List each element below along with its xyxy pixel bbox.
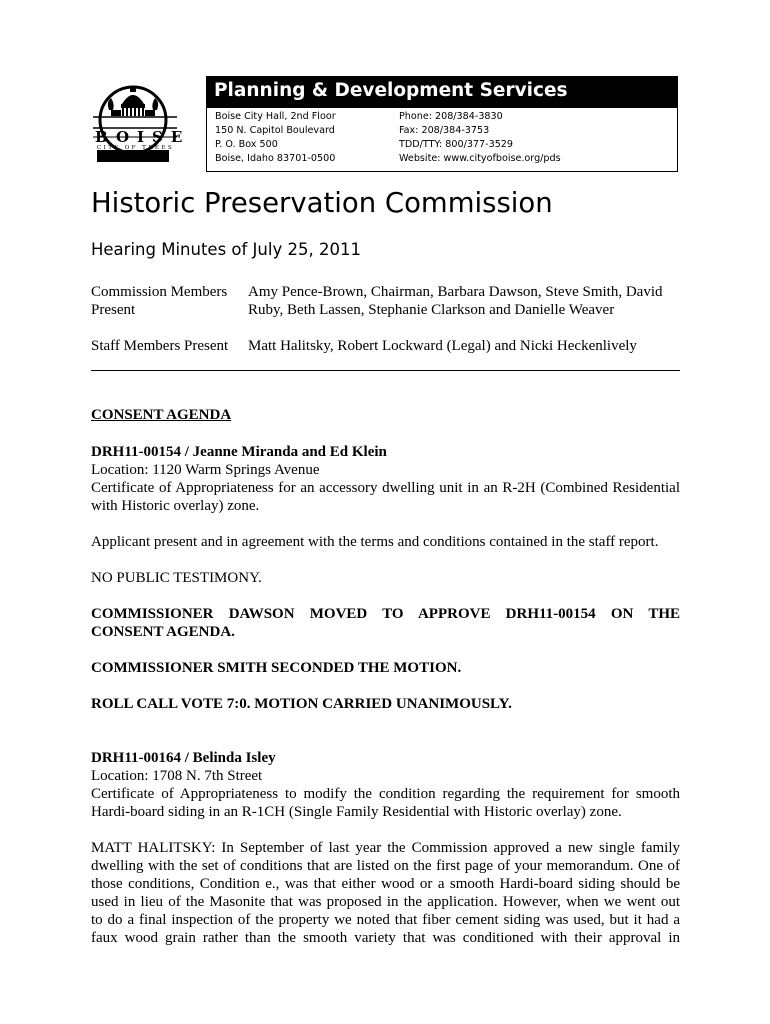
address-line: P. O. Box 500 [215,139,278,150]
logo-city-name: BOISE [95,128,191,146]
address-line: 150 N. Capitol Boulevard [215,125,335,136]
item1-applicant: Applicant present and in agreement with the terms and conditions contained in the staff report. [91,534,659,550]
item1-motion: CONSENT AGENDA. [91,624,235,640]
address-line: Boise City Hall, 2nd Floor [215,111,336,122]
tdd-tty: TDD/TTY: 800/377-3529 [399,139,514,150]
item1-description: Certificate of Appropriateness for an accessory dwelling unit in an R-2H (Combined Residential [91,480,680,496]
department-name: Planning & Development Services [214,80,568,101]
item2-testimony-line: dwelling with the set of conditions that are listed on the first page of your memorandum. One of [91,858,680,874]
item2-testimony-line: faux wood grain rather than the smooth variety that was conditioned with their approval in [91,930,680,946]
staff-value: Matt Halitsky, Robert Lockward (Legal) and Nicki Heckenlively [248,338,637,354]
item2-location: Location: 1708 N. 7th Street [91,768,263,784]
item1-description: with Historic overlay) zone. [91,498,260,514]
staff-label: Staff Members Present [91,338,229,354]
document-subtitle: Hearing Minutes of July 25, 2011 [91,240,361,259]
website: Website: www.cityofboise.org/pds [399,153,561,164]
fax: Fax: 208/384-3753 [399,125,490,136]
members-label: Present [91,302,136,318]
address-line: Boise, Idaho 83701-0500 [215,153,336,164]
boise-city-logo [91,80,197,172]
item2-description: Hardi-board siding in an R-1CH (Single Family Residential with Historic overlay) zone. [91,804,622,820]
logo-tagline: CITY OF TREES [97,145,175,151]
item2-description: Certificate of Appropriateness to modify the condition regarding the requirement for smooth [91,786,680,802]
members-value: Amy Pence-Brown, Chairman, Barbara Dawson, Steve Smith, David [248,284,663,300]
item1-testimony: NO PUBLIC TESTIMONY. [91,570,262,586]
document-title: Historic Preservation Commission [91,187,553,219]
item2-heading: DRH11-00164 / Belinda Isley [91,750,276,766]
item1-second: COMMISSIONER SMITH SECONDED THE MOTION. [91,660,462,676]
item1-vote: ROLL CALL VOTE 7:0. MOTION CARRIED UNANIMOUSLY. [91,696,512,712]
item2-testimony-line: MATT HALITSKY: In September of last year the Commission approved a new single family [91,840,680,856]
phone: Phone: 208/384-3830 [399,111,503,122]
item1-location: Location: 1120 Warm Springs Avenue [91,462,320,478]
item1-heading: DRH11-00154 / Jeanne Miranda and Ed Klein [91,444,387,460]
item2-testimony-line: used in lieu of the Masonite that was proposed in the application. However, when we went out [91,894,680,910]
members-label: Commission Members [91,284,228,300]
consent-agenda-heading: CONSENT AGENDA [91,407,232,423]
members-value: Ruby, Beth Lassen, Stephanie Clarkson and Danielle Weaver [248,302,615,318]
item2-testimony-line: those conditions, Condition e., was that either wood or a smooth Hardi-board siding should be [91,876,680,892]
item1-motion: COMMISSIONER DAWSON MOVED TO APPROVE DRH11-00154 ON THE [91,606,680,622]
separator-rule [91,370,680,371]
item2-testimony-line: to do a final inspection of the property we noted that fiber cement siding was used, but it had a [91,912,680,928]
